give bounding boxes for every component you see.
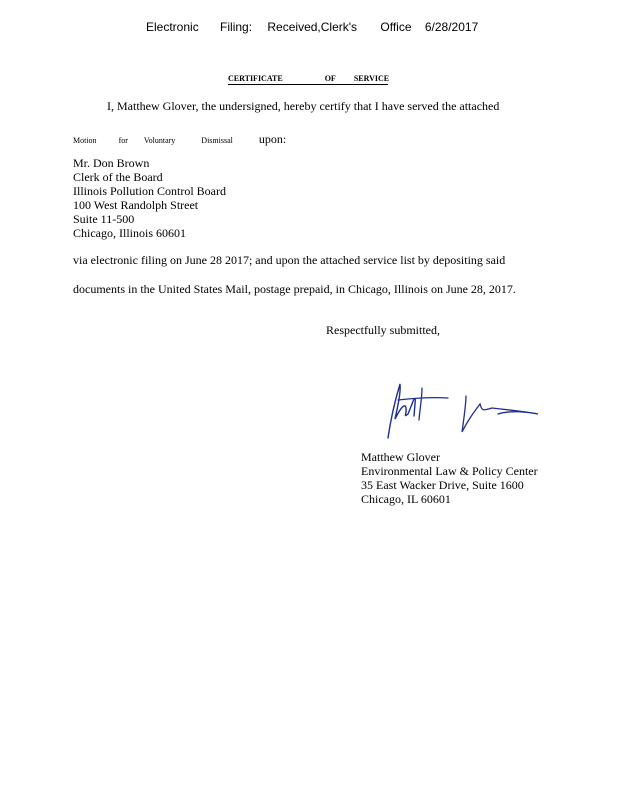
certificate-title	[228, 74, 388, 85]
filing-stamp	[146, 20, 478, 34]
document-line	[73, 130, 286, 148]
stamp-filing: Filing:	[220, 20, 253, 34]
stamp-received: Received,Clerk's	[267, 20, 358, 34]
stamp-date: 6/28/2017	[424, 20, 479, 34]
recipient-title: Clerk of the Board	[73, 170, 163, 184]
recipient-city: Chicago, Illinois 60601	[73, 226, 186, 240]
handwritten-signature	[370, 374, 545, 444]
doc-word-voluntary: Voluntary	[143, 136, 176, 145]
stamp-electronic: Electronic	[146, 20, 199, 34]
signer-street: 35 East Wacker Drive, Suite 1600	[361, 478, 524, 492]
stamp-office: Office	[380, 20, 412, 34]
doc-word-dismissal: Dismissal	[201, 136, 233, 145]
service-line-1: via electronic filing on June 28 2017; and upon the attached service list by depositing said	[73, 253, 506, 267]
closing-text: Respectfully submitted,	[326, 323, 440, 337]
doc-word-for: for	[118, 136, 128, 145]
doc-word-upon: upon:	[258, 132, 287, 146]
recipient-suite: Suite 11-500	[73, 212, 135, 226]
recipient-street: 100 West Randolph Street	[73, 198, 199, 212]
recipient-address	[73, 156, 226, 240]
service-line-2: documents in the United States Mail, postage prepaid, in Chicago, Illinois on June 28, 2017.	[73, 282, 516, 296]
signer-name: Matthew Glover	[361, 450, 440, 464]
recipient-org: Illinois Pollution Control Board	[73, 184, 227, 198]
intro-line: I, Matthew Glover, the undersigned, hereby certify that I have served the attached	[107, 99, 500, 113]
title-word-of: OF	[324, 74, 336, 83]
signer-block	[361, 450, 538, 506]
signer-org: Environmental Law & Policy Center	[361, 464, 538, 478]
recipient-name: Mr. Don Brown	[73, 156, 150, 170]
doc-word-motion: Motion	[73, 136, 97, 145]
title-word-certificate: CERTIFICATE	[228, 74, 283, 83]
title-word-service: SERVICE	[353, 74, 390, 83]
signer-city: Chicago, IL 60601	[361, 492, 451, 506]
